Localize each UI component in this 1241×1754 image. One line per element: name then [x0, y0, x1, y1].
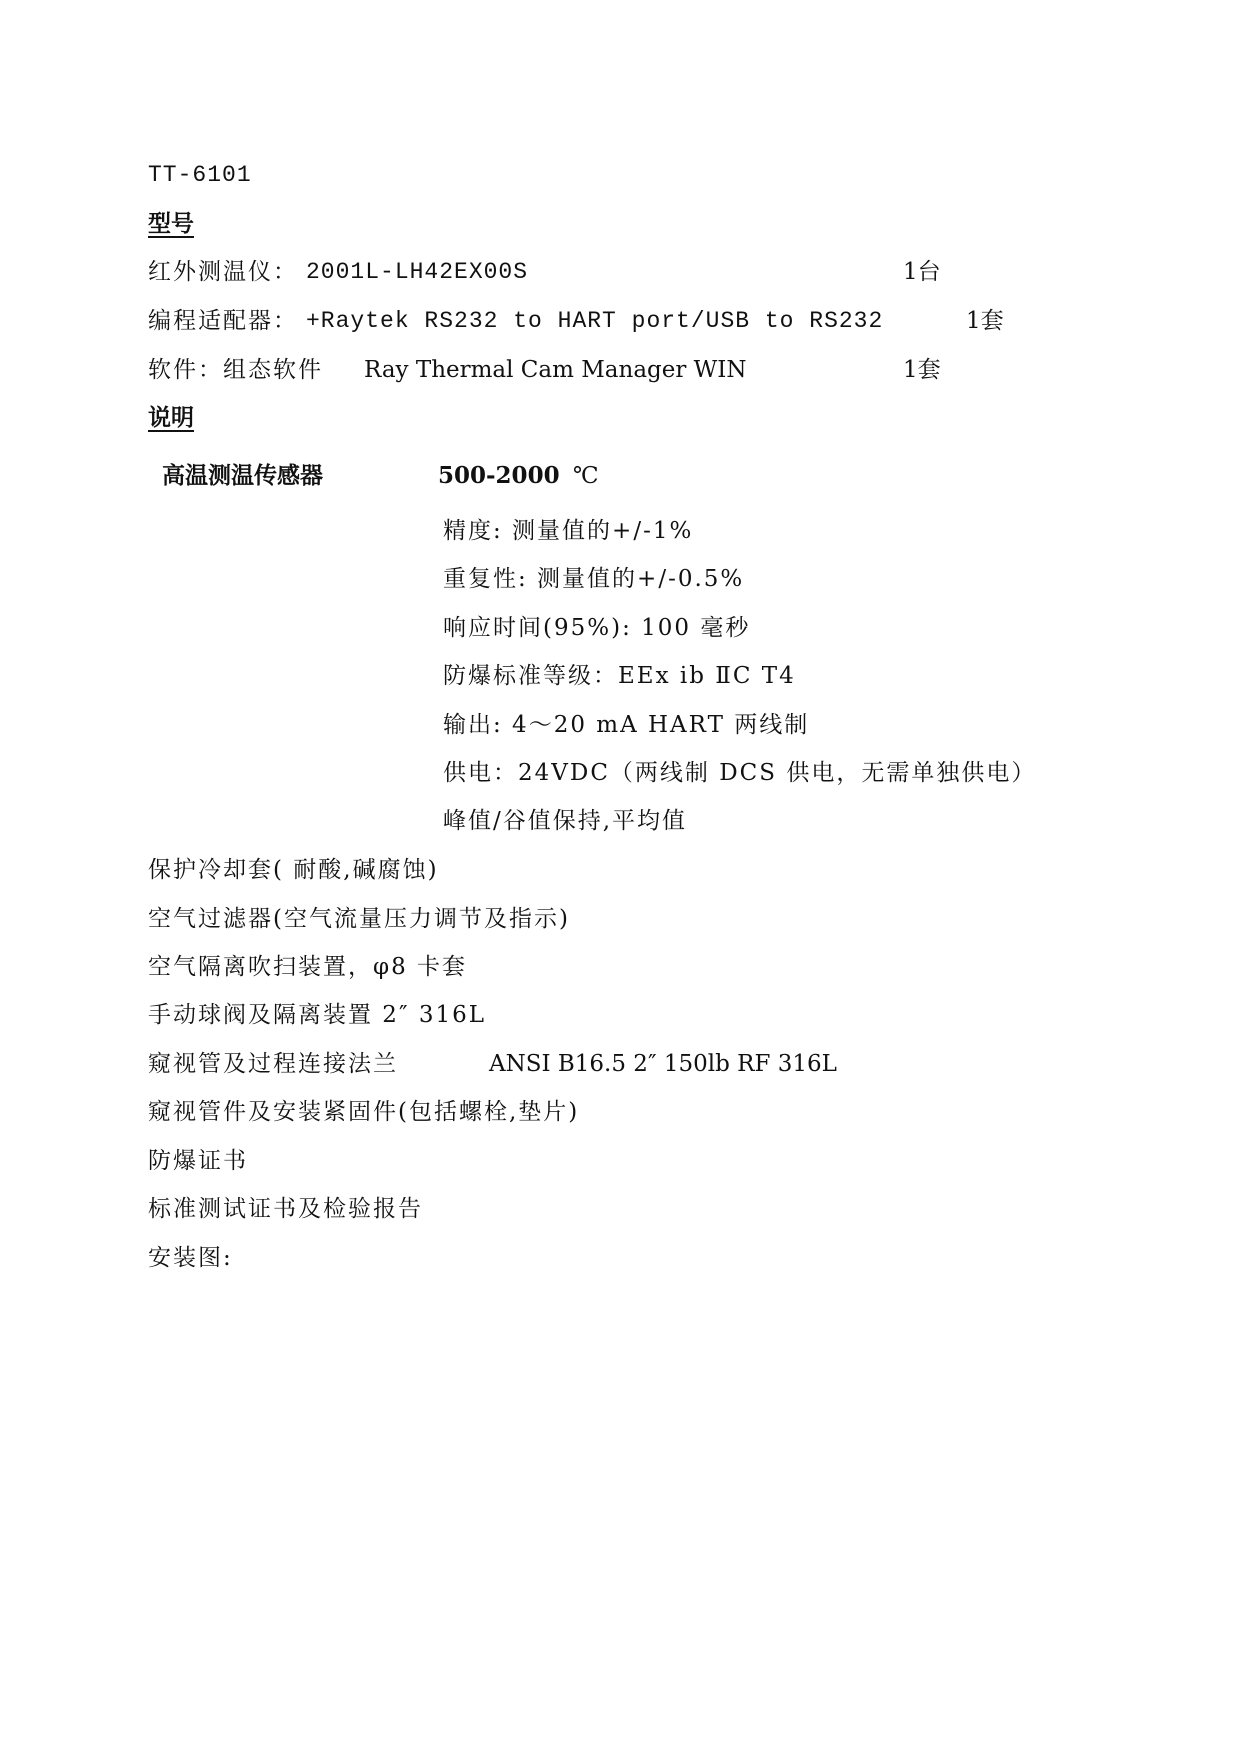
- item-value-software: Ray Thermal Cam Manager WIN: [364, 357, 747, 383]
- item-label-software: 软件：组态软件: [148, 357, 323, 383]
- accessory-explosion-certificate: 防爆证书: [148, 1148, 248, 1174]
- item-qty-ir-thermometer: 1台: [903, 259, 941, 285]
- item-qty-software: 1套: [903, 357, 941, 383]
- item-value-programming-adapter: +Raytek RS232 to HART port/USB to RS232: [306, 308, 884, 334]
- spec-accuracy: 精度: 测量值的+/-1%: [443, 518, 694, 544]
- accessory-test-certificate: 标准测试证书及检验报告: [148, 1196, 423, 1222]
- item-label-ir-thermometer: 红外测温仪：: [148, 259, 298, 285]
- accessory-installation-drawing: 安装图:: [148, 1245, 233, 1271]
- accessory-ball-valve: 手动球阀及隔离装置 2″ 316L: [148, 1002, 487, 1028]
- document-id: TT-6101: [148, 162, 252, 188]
- sensor-range-group: [438, 461, 599, 491]
- accessory-air-purge: 空气隔离吹扫装置，φ8 卡套: [148, 954, 468, 980]
- item-label-programming-adapter: 编程适配器：: [148, 308, 298, 334]
- spec-explosion-rating: 防爆标准等级：EEx ib ⅡC T4: [443, 663, 796, 689]
- model-heading: 型号: [148, 211, 194, 237]
- accessory-flange-spec: ANSI B16.5 2″ 150lb RF 316L: [489, 1051, 837, 1077]
- accessory-sight-tube-fasteners: 窥视管件及安装紧固件(包括螺栓,垫片): [148, 1099, 580, 1125]
- accessory-sight-tube-flange: 窥视管及过程连接法兰: [148, 1051, 398, 1077]
- accessory-air-filter: 空气过滤器(空气流量压力调节及指示): [148, 906, 570, 932]
- accessory-cooling-jacket: 保护冷却套( 耐酸,碱腐蚀): [148, 857, 439, 883]
- sensor-name: 高温测温传感器: [162, 463, 323, 489]
- spec-power-supply: 供电：24VDC（两线制 DCS 供电，无需单独供电）: [443, 760, 1037, 786]
- spec-peak-valley-hold: 峰值/谷值保持,平均值: [443, 808, 688, 834]
- sensor-unit: ℃: [572, 463, 599, 489]
- spec-output: 输出: 4～20 mA HART 两线制: [443, 712, 810, 738]
- sensor-range: 500-2000: [438, 462, 560, 489]
- spec-response-time: 响应时间(95%): 100 毫秒: [443, 615, 751, 641]
- spec-repeatability: 重复性: 测量值的+/-0.5%: [443, 566, 745, 592]
- description-heading: 说明: [148, 405, 194, 431]
- item-qty-programming-adapter: 1套: [966, 308, 1004, 334]
- item-value-ir-thermometer: 2001L-LH42EX00S: [306, 259, 529, 285]
